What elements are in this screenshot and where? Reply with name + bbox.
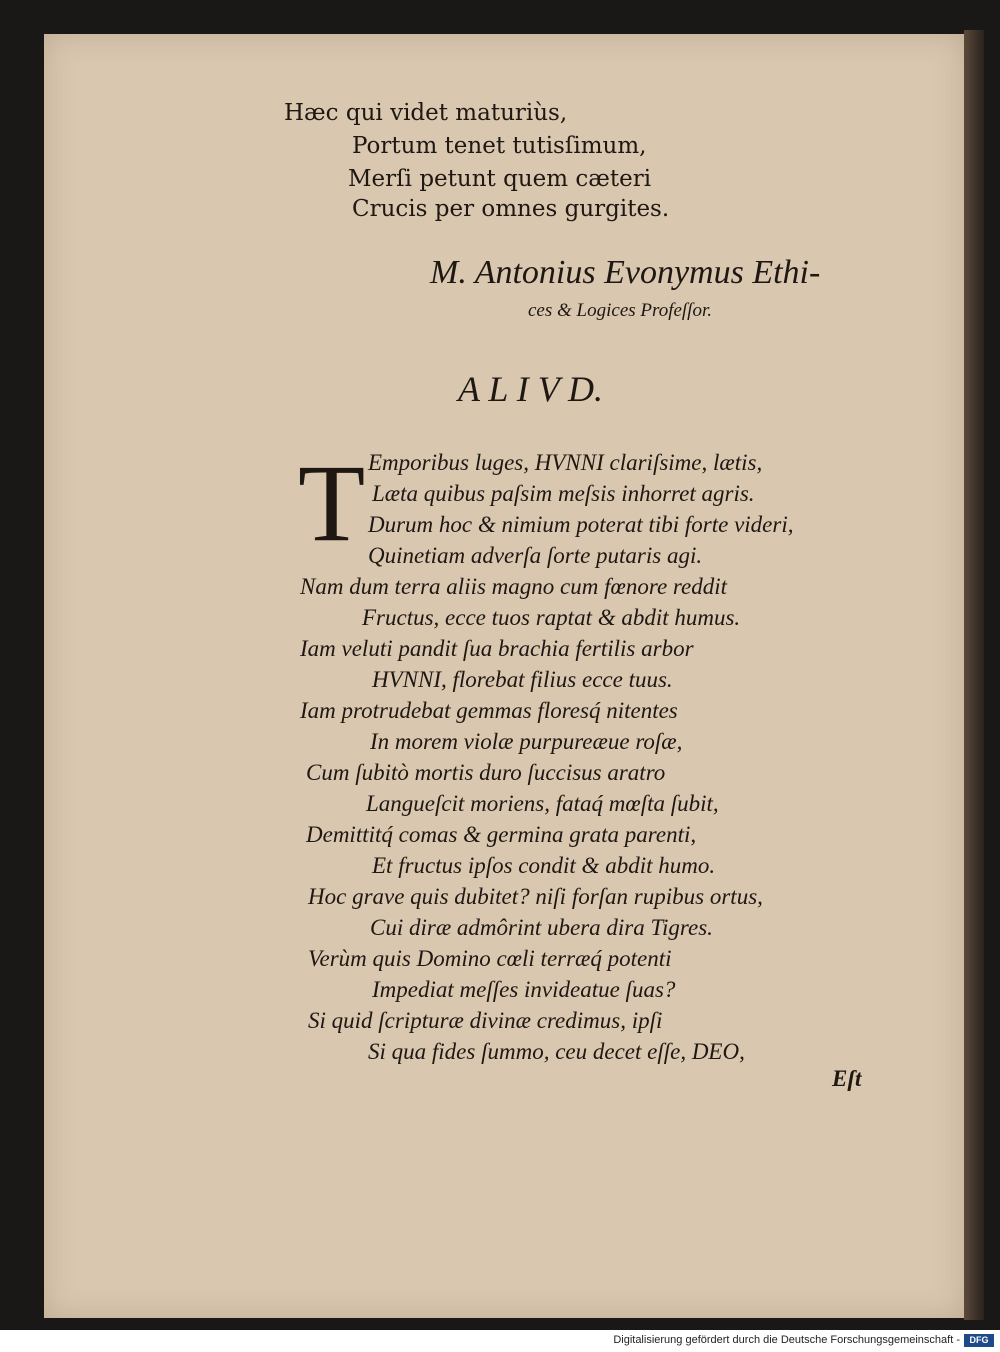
author-name: M. Antonius Evonymus Ethi-: [430, 254, 821, 291]
poem-line: Durum hoc & nimium poterat tibi forte videri,: [368, 512, 794, 537]
poem-line: Si quid ſcripturæ divinæ credimus, ipſi: [308, 1008, 663, 1033]
poem-line: Iam veluti pandit ſua brachia fertilis arbor: [300, 636, 694, 661]
catchword: Eſt: [832, 1066, 862, 1091]
author-title: ces & Logices Profeſſor.: [528, 300, 712, 321]
poem-line: Fructus, ecce tuos raptat & abdit humus.: [362, 605, 741, 630]
poem-line: Iam protrudebat gemmas floresq́ nitentes: [300, 698, 678, 723]
poem-top-line-1: Hæc qui videt maturiùs,: [284, 100, 568, 126]
poem-top-line-4: Crucis per omnes gurgites.: [352, 196, 670, 222]
poem-line: Langueſcit moriens, fataq́ mœſta ſubit,: [366, 791, 719, 816]
poem-line: Cum ſubitò mortis duro ſuccisus aratro: [306, 760, 666, 785]
poem-line: Hoc grave quis dubitet? niſi forſan rupibus ortus,: [308, 884, 763, 909]
digitization-credit: Digitalisierung gefördert durch die Deutsche Forschungsgemeinschaft -: [613, 1334, 960, 1346]
poem-line: In morem violæ purpureæue roſæ,: [370, 729, 683, 754]
poem-line: Emporibus luges, HVNNI clariſsime, lætis,: [368, 450, 763, 475]
poem-line: Cui diræ admôrint ubera dira Tigres.: [370, 915, 713, 940]
poem-line: Læta quibus paſsim meſsis inhorret agris.: [372, 481, 755, 506]
dfg-logo-icon: DFG: [964, 1334, 994, 1347]
poem-line: Verùm quis Domino cœli terræq́ potenti: [308, 946, 672, 971]
poem-line: HVNNI, florebat filius ecce tuus.: [372, 667, 673, 692]
poem-top-line-3: Merſi petunt quem cæteri: [348, 166, 652, 192]
poem-line: Et fructus ipſos condit & abdit humo.: [372, 853, 716, 878]
poem-line: Nam dum terra aliis magno cum fœnore reddit: [300, 574, 727, 599]
page-edge: [964, 30, 984, 1320]
poem-line: Impediat meſſes invideatue ſuas?: [372, 977, 676, 1002]
poem-line: Demittitq́ comas & germina grata parenti,: [306, 822, 697, 847]
poem-top-line-2: Portum tenet tutisſimum,: [352, 133, 647, 159]
section-heading: A L I V D.: [458, 369, 604, 409]
poem-line: Quinetiam adverſa ſorte putaris agi.: [368, 543, 703, 568]
poem-line: Si qua fides ſummo, ceu decet eſſe, DEO,: [368, 1039, 745, 1064]
drop-cap: T: [298, 442, 366, 564]
